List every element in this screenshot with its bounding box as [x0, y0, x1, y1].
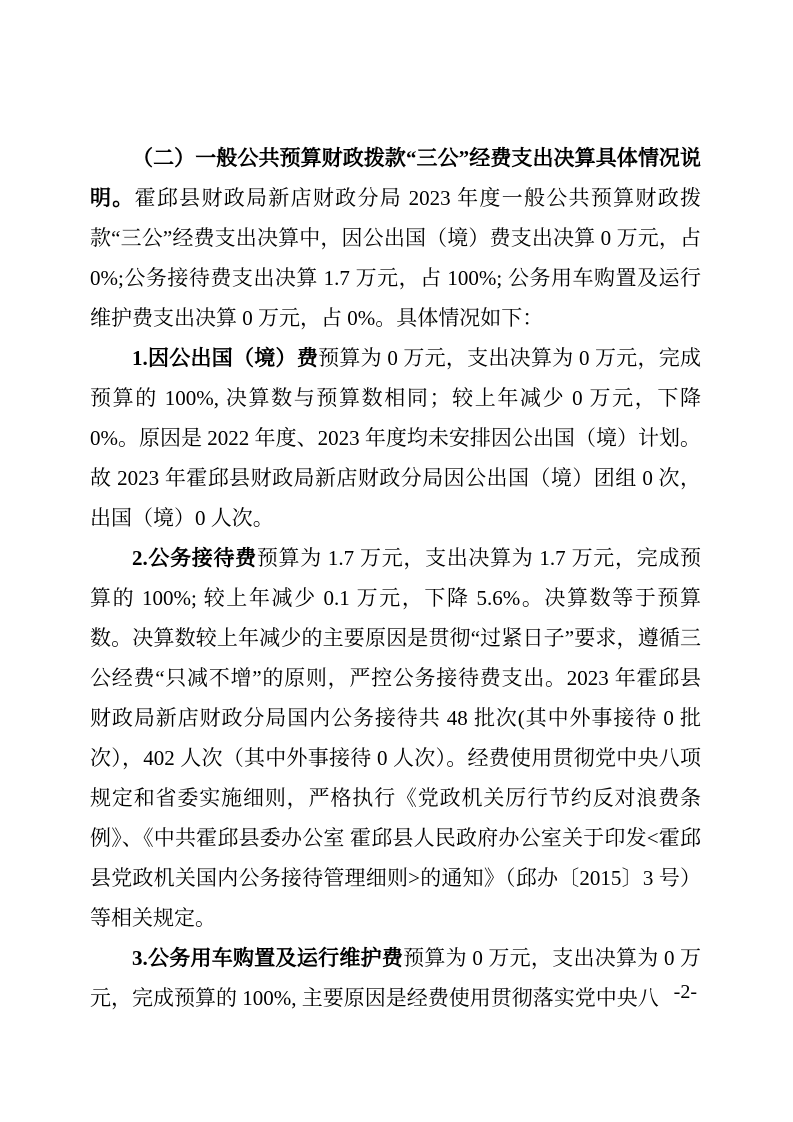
paragraph-body-run: 预算为 0 万元，支出决算为 0 万元，完成预算的 100%, 主要原因是经费使用贯彻落实党中央八: [90, 946, 702, 1010]
paragraph-official-reception-expense: [90, 538, 701, 938]
paragraph-heading-run: 3.公务用车购置及运行维护费: [132, 946, 404, 970]
paragraph-official-vehicle-expense: [90, 938, 701, 1018]
paragraph-three-public-overview: [90, 138, 701, 338]
paragraph-body-run: 预算为 1.7 万元，支出决算为 1.7 万元，完成预算的 100%; 较上年减少 0.1 万元，下降 5.6%。决算数等于预算数。决算数较上年减少的主要原因是贯彻“过紧日子”要求，遵循三公经费“只减不增”的原则，严控公务接待费支出。2023 年霍邱县财政局新店财政分局国内公务接待共 48 批次(其中外事接待 0 批次），402 人次（其中外事接待 0 人次）。经费使用贯彻党中央八项规定和省委实施细则，严格执行《党政机关厉行节约反对浪费条例》、《中共霍邱县委办公室 霍邱县人民政府办公室关于印发<霍邱县党政机关国内公务接待管理细则>的通知》（邱办〔2015〕3 号）等相关规定。: [90, 546, 702, 930]
paragraph-overseas-travel-expense: [90, 338, 701, 538]
paragraph-body-run: 预算为 0 万元，支出决算为 0 万元，完成预算的 100%, 决算数与预算数相同；较上年减少 0 万元，下降 0%。原因是 2022 年度、2023 年度均未安排因公出国（境）计划。故 2023 年霍邱县财政局新店财政分局因公出国（境）团组 0 次，出国（境）0 人次。: [90, 346, 702, 530]
paragraph-heading-run: 2.公务接待费: [132, 546, 257, 570]
paragraph-heading-run: （二）一般公共预算财政拨款“三公”经费支出决算具体情况说明。: [90, 146, 701, 210]
paragraph-body-run: 霍邱县财政局新店财政分局 2023 年度一般公共预算财政拨款“三公”经费支出决算中，因公出国（境）费支出决算 0 万元，占 0%;公务接待费支出决算 1.7 万元，占 100%; 公务用车购置及运行维护费支出决算 0 万元，占 0%。具体情况如下：: [90, 186, 701, 330]
page-number: -2-: [673, 981, 697, 1003]
paragraph-heading-run: 1.因公出国（境）费: [132, 346, 319, 370]
